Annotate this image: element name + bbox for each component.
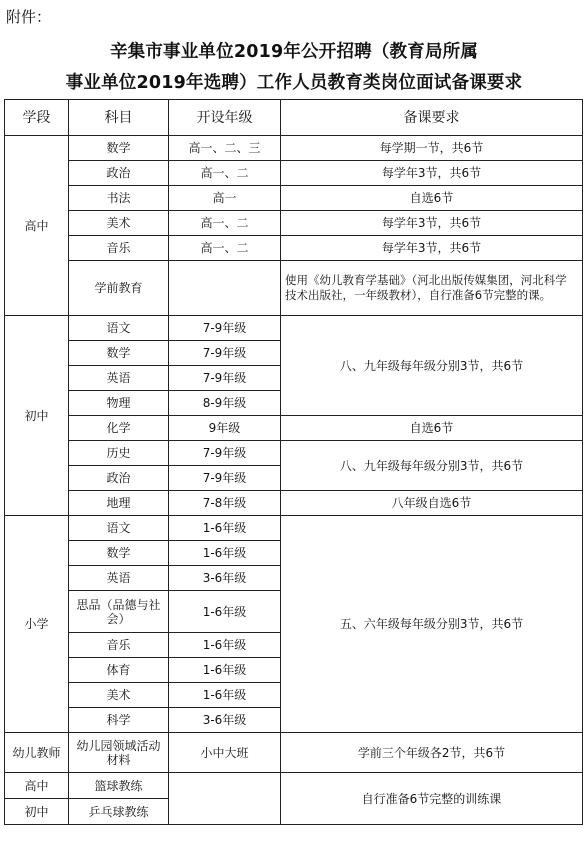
requirement-cell: 自选6节 (281, 186, 583, 211)
subject-cell: 音乐 (69, 236, 169, 261)
subject-cell: 美术 (69, 211, 169, 236)
grade-cell: 3-6年级 (169, 566, 281, 591)
grade-cell: 高一、二、三 (169, 136, 281, 161)
grade-cell: 9年级 (169, 416, 281, 441)
subject-cell: 书法 (69, 186, 169, 211)
grade-cell: 7-9年级 (169, 441, 281, 466)
table-row (5, 316, 583, 341)
subject-cell: 幼儿园领域活动材料 (69, 733, 169, 773)
requirement-cell: 使用《幼儿教育学基础》（河北出版传媒集团，河北科学技术出版社，一年级教材），自行准备6节完整的课。 (281, 261, 583, 316)
subject-cell: 思品（品德与社会） (69, 591, 169, 633)
header-subject: 科目 (69, 100, 169, 136)
table-row (5, 733, 583, 773)
subject-cell: 数学 (69, 341, 169, 366)
subject-cell: 英语 (69, 566, 169, 591)
table-row (5, 211, 583, 236)
requirement-cell: 每学年3节，共6节 (281, 236, 583, 261)
grade-cell: 高一 (169, 186, 281, 211)
attachment-label: 附件： (6, 8, 52, 26)
table-row (5, 441, 583, 466)
doc-title-line-2: 事业单位2019年选聘）工作人员教育类岗位面试备课要求 (65, 73, 523, 93)
grade-cell: 1-6年级 (169, 591, 281, 633)
table-row (5, 236, 583, 261)
grade-cell: 1-6年级 (169, 516, 281, 541)
subject-cell: 篮球教练 (69, 773, 169, 799)
grade-cell: 1-6年级 (169, 683, 281, 708)
requirements-table (4, 99, 583, 825)
stage-high: 高中 (5, 136, 69, 316)
table-row (5, 491, 583, 516)
subject-cell: 科学 (69, 708, 169, 733)
grade-cell: 小中大班 (169, 733, 281, 773)
table-row (5, 416, 583, 441)
grade-cell: 8-9年级 (169, 391, 281, 416)
grade-cell: 7-8年级 (169, 491, 281, 516)
requirement-cell: 每学期一节，共6节 (281, 136, 583, 161)
subject-cell: 语文 (69, 316, 169, 341)
requirement-cell: 自选6节 (281, 416, 583, 441)
requirement-cell: 八、九年级每年级分别3节，共6节 (281, 316, 583, 416)
grade-cell: 7-9年级 (169, 466, 281, 491)
grade-cell: 3-6年级 (169, 708, 281, 733)
subject-cell: 体育 (69, 658, 169, 683)
grade-cell: 1-6年级 (169, 633, 281, 658)
grade-cell (169, 261, 281, 316)
table-row (5, 773, 583, 799)
stage-junior-coach: 初中 (5, 799, 69, 825)
subject-cell: 数学 (69, 136, 169, 161)
header-grade: 开设年级 (169, 100, 281, 136)
table-row (5, 186, 583, 211)
requirement-cell: 学前三个年级各2节，共6节 (281, 733, 583, 773)
header-stage: 学段 (5, 100, 69, 136)
requirement-cell: 每学年3节，共6节 (281, 161, 583, 186)
header-requirement: 备课要求 (281, 100, 583, 136)
grade-cell: 7-9年级 (169, 316, 281, 341)
table-header-row (5, 100, 583, 136)
grade-cell: 7-9年级 (169, 341, 281, 366)
stage-kinder: 幼儿教师 (5, 733, 69, 773)
stage-primary: 小学 (5, 516, 69, 733)
grade-cell: 1-6年级 (169, 541, 281, 566)
subject-cell: 美术 (69, 683, 169, 708)
subject-cell: 乒乓球教练 (69, 799, 169, 825)
stage-junior: 初中 (5, 316, 69, 516)
table-row (5, 261, 583, 316)
doc-title-line-1: 辛集市事业单位2019年公开招聘（教育局所属 (109, 42, 479, 62)
subject-cell: 历史 (69, 441, 169, 466)
grade-cell: 7-9年级 (169, 366, 281, 391)
subject-cell: 数学 (69, 541, 169, 566)
requirement-cell: 八年级自选6节 (281, 491, 583, 516)
grade-cell: 1-6年级 (169, 658, 281, 683)
grade-cell: 高一、二 (169, 211, 281, 236)
stage-high-coach: 高中 (5, 773, 69, 799)
subject-cell: 音乐 (69, 633, 169, 658)
table-row (5, 136, 583, 161)
table-row (5, 161, 583, 186)
requirement-cell: 每学年3节，共6节 (281, 211, 583, 236)
subject-cell: 化学 (69, 416, 169, 441)
requirement-cell: 八、九年级每年级分别3节，共6节 (281, 441, 583, 491)
subject-cell: 语文 (69, 516, 169, 541)
subject-cell: 英语 (69, 366, 169, 391)
grade-cell: 高一、二 (169, 236, 281, 261)
subject-cell: 地理 (69, 491, 169, 516)
grade-cell (169, 773, 281, 825)
subject-cell: 物理 (69, 391, 169, 416)
grade-cell: 高一、二 (169, 161, 281, 186)
subject-cell: 政治 (69, 466, 169, 491)
subject-cell: 学前教育 (69, 261, 169, 316)
subject-cell: 政治 (69, 161, 169, 186)
table-row (5, 516, 583, 541)
requirement-cell: 自行准备6节完整的训练课 (281, 773, 583, 825)
requirement-cell: 五、六年级每年级分别3节，共6节 (281, 516, 583, 733)
